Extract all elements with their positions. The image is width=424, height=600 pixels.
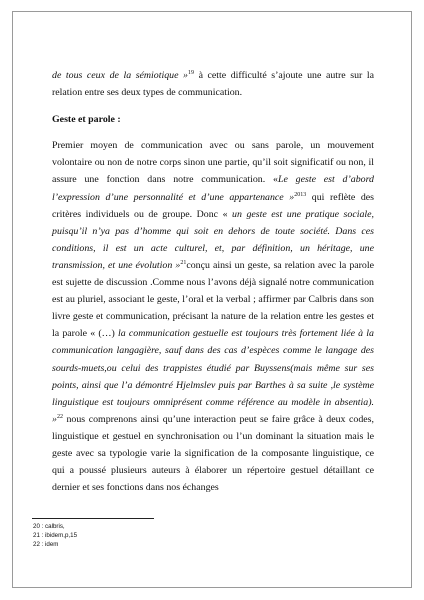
body-text: Premier moyen de communication avec ou sans parole, un mouvement volontaire ou non de notre corps sinon une partie, qu’il soit significatif ou non, il assure une fonction dans notre communication. « <box>52 140 374 186</box>
body-text: à cette difficulté s’ajoute une autre sur la relation entre ses deux types de communication. <box>52 70 375 99</box>
footnotes <box>33 522 77 550</box>
footnote-item: 21 : ibidem,p,15 <box>33 532 78 540</box>
footnote-item: 22 : idem <box>33 541 59 549</box>
section-heading: Geste et parole : <box>52 114 121 126</box>
quote-text: Le geste est d’abord l’expression d’une personnalité et d’une appartenance » <box>52 174 374 203</box>
footnote-ref: 19 <box>188 70 194 76</box>
quote-text: de tous ceux de la sémiotique » <box>52 70 188 81</box>
body-text: nous comprenons ainsi qu’une interaction peut se faire grâce à deux codes, linguistique et gestuel en synchronisation ou l’un dominant la situation mais le geste avec sa typologie varie la signification de la composante linguistique, ce qui a poussé plusieurs auteurs à élaborer un répertoire gestuel détaillant ce dernier et ses fonctions dans nos échanges <box>52 413 374 494</box>
body-text: conçu ainsi un geste, sa relation avec la parole est sujette de discussion .Comme nous l’avons déjà signalé notre communication est au pluriel, associant le geste, l’oral et la verbal ; affirmer par Calbris dans son livre geste et communication, précisant la nature de la relation entre les gestes et la parole « (…) <box>52 259 374 340</box>
footnote-separator <box>32 518 154 519</box>
quote-text: la communication gestuelle est toujours très fortement liée à la communication langagière, sauf dans des cas d’espèces comme le langage des sourds-muets,ou celui des trappistes étudié par Buyssens(mais même sur ses points, ainsi que l’a démontré Hjelmslev puis par Barthes à sa suite ,le système linguistique est toujours omniprésent comme référence au modèle in absentia). » <box>52 328 374 425</box>
body-text: qui reflète des critères individuels ou de groupe. Donc « <box>52 191 374 220</box>
paragraph-1 <box>52 67 374 101</box>
footnote-ref: 2013 <box>294 191 307 198</box>
footnote-item: 20 : calbris, <box>33 523 65 530</box>
document-body <box>52 67 374 496</box>
footnote-ref: 22 <box>56 413 63 420</box>
quote-text: un geste est une pratique sociale, puisqu’il n’ya pas d’homme qui soit en dehors de toute société. Dans ces conditions, il est un acte culturel, et, par définition, un héritage, une transmission, et une évolution » <box>52 208 374 271</box>
paragraph-2 <box>52 137 374 496</box>
footnote-ref: 21 <box>180 259 187 266</box>
